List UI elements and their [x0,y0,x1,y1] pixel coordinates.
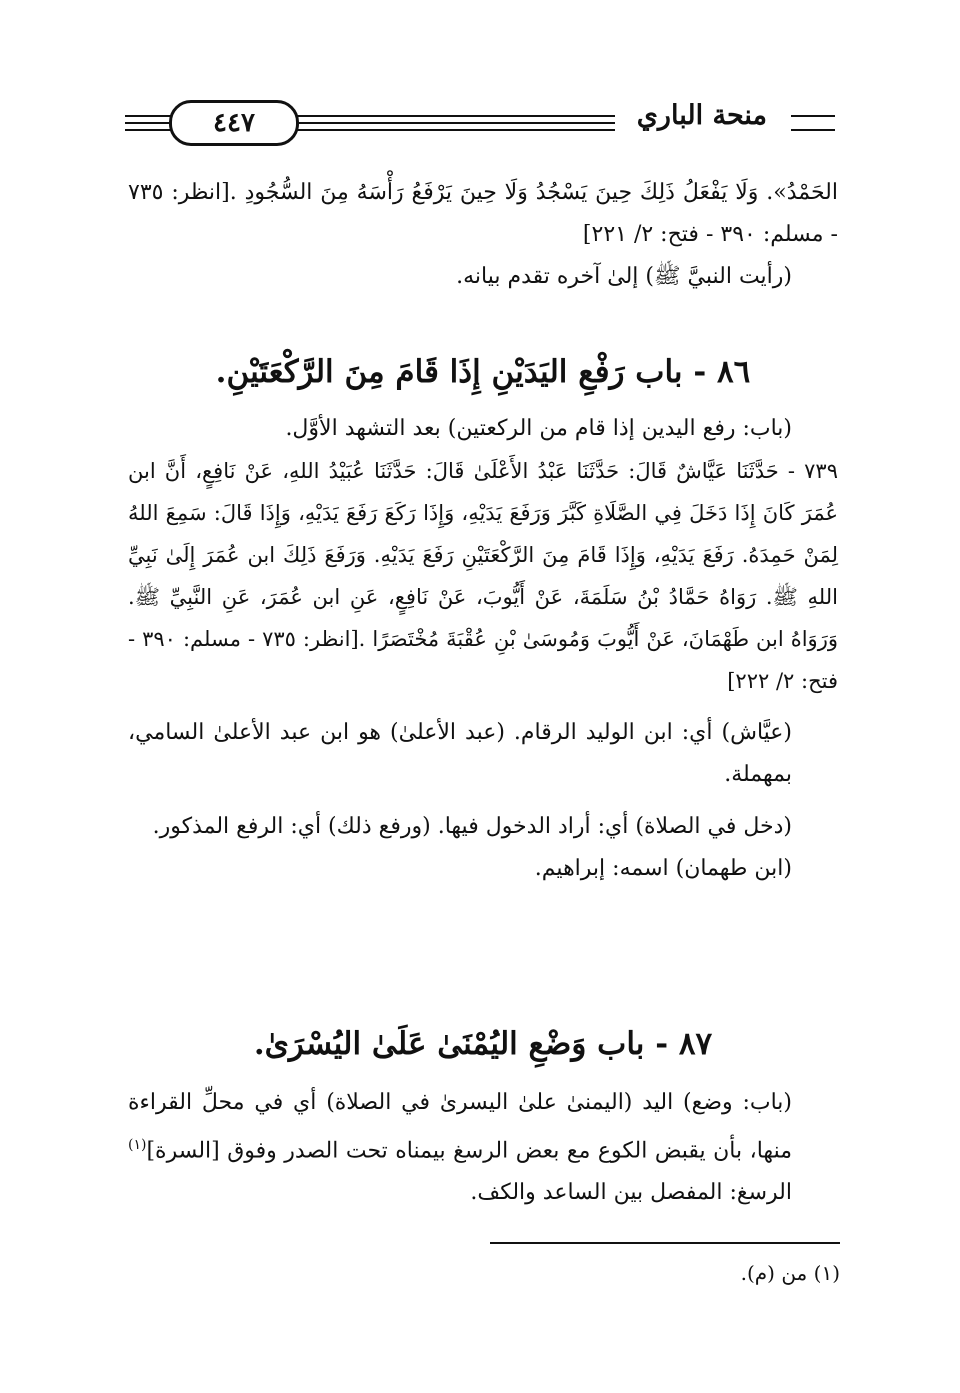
commentary: (ابن طهمان) اسمه: إبراهيم. [534,856,792,881]
header-rule [791,129,835,131]
top-block [128,172,838,298]
chapter-explanation: (باب: رفع اليدين إذا قام من الركعتين) بعد التشهد الأوَّل. [285,416,792,441]
hadith-text: ٧٣٩ - حَدَّثَنَا عَيَّاشٌ قَالَ: حَدَّثَنَا عَبْدُ الأَعْلَىٰ قَالَ: حَدَّثَنَا عُبَيْدُ اللهِ، عَنْ نَافِعٍ، أَنَّ ابن عُمَرَ كَانَ إِذَا دَخَلَ فِي الصَّلَاةِ كَبَّرَ وَرَفَعَ يَدَيْهِ، وَإِذَا رَكَعَ رَفَعَ يَدَيْهِ، وَإِذَا قَالَ: سَمِعَ اللهُ لِمَنْ حَمِدَهُ. رَفَعَ يَدَيْهِ، وَإِذَا قَامَ مِنَ الرَّكْعَتَيْنِ رَفَعَ يَدَيْهِ. وَرَفَعَ ذَلِكَ ابن عُمَرَ إِلَىٰ نَبِيِّ اللهِ ﷺ. رَوَاهُ حَمَّادُ بْنُ سَلَمَةَ، عَنْ أَيُّوبَ، عَنْ نَافِعٍ، عَنِ ابن عُمَرَ، عَنِ النَّبِيِّ ﷺ. وَرَوَاهُ ابن طَهْمَانَ، عَنْ أَيُّوبَ وَمُوسَىٰ بْنِ عُقْبَةَ مُخْتَصَرًا .[انظر: ٧٣٥ - مسلم: ٣٩٠ - فتح: ٢/ ٢٢٢] [128,459,838,693]
header-rule [293,129,615,131]
chapter-87-body [128,1082,838,1214]
footnote-marker: (١) [128,1137,147,1153]
explanation-text: (باب: وضع) اليد (اليمنىٰ علىٰ اليسرىٰ في الصلاة) أي في محلِّ القراءة منها، بأن يقبض الكوع مع بعض الرسغ بيمناه تحت الصدر وفوق [السرة] [128,1090,792,1164]
header-rule [293,122,615,124]
chapter-heading-86 [128,354,838,390]
chapter-explanation [128,1082,838,1214]
chapter-title: ٨٦ - باب رَفْعِ اليَدَيْنِ إِذَا قَامَ مِنَ الرَّكْعَتَيْنِ. [215,354,751,390]
commentary: (عيَّاش) أي: ابن الوليد الرقام. (عبد الأعلىٰ) هو ابن عبد الأعلىٰ السامي، بمهملة. [128,720,792,787]
page-number: ٤٤٧ [169,100,299,146]
explanation-text: الرسغ: المفصل بين الساعد والكف. [470,1180,792,1206]
chapter-86-body [128,408,838,890]
commentary: (رأيت النبيَّ ﷺ) إلىٰ آخره تقدم بيانه. [456,264,792,289]
hadith-continuation: الحَمْدُ». وَلَا يَفْعَلُ ذَلِكَ حِينَ يَسْجُدُ وَلَا حِينَ يَرْفَعُ رَأْسَهُ مِنَ السُّجُودِ .[انظر: ٧٣٥ - مسلم: ٣٩٠ - فتح: ٢/ ٢٢١] [128,180,838,247]
chapter-title: ٨٧ - باب وَضْعِ اليُمْنَىٰ عَلَىٰ اليُسْرَىٰ. [253,1026,713,1062]
header-rule [791,115,835,117]
commentary: (دخل في الصلاة) أي: أراد الدخول فيها. (ورفع ذلك) أي: الرفع المذكور. [152,814,792,839]
footnote-divider [490,1242,840,1244]
page-header [125,92,837,150]
header-rule [293,115,615,117]
footnote: (١) من (م). [740,1261,840,1285]
book-title: منحة الباري [636,100,767,131]
chapter-heading-87 [128,1026,838,1062]
